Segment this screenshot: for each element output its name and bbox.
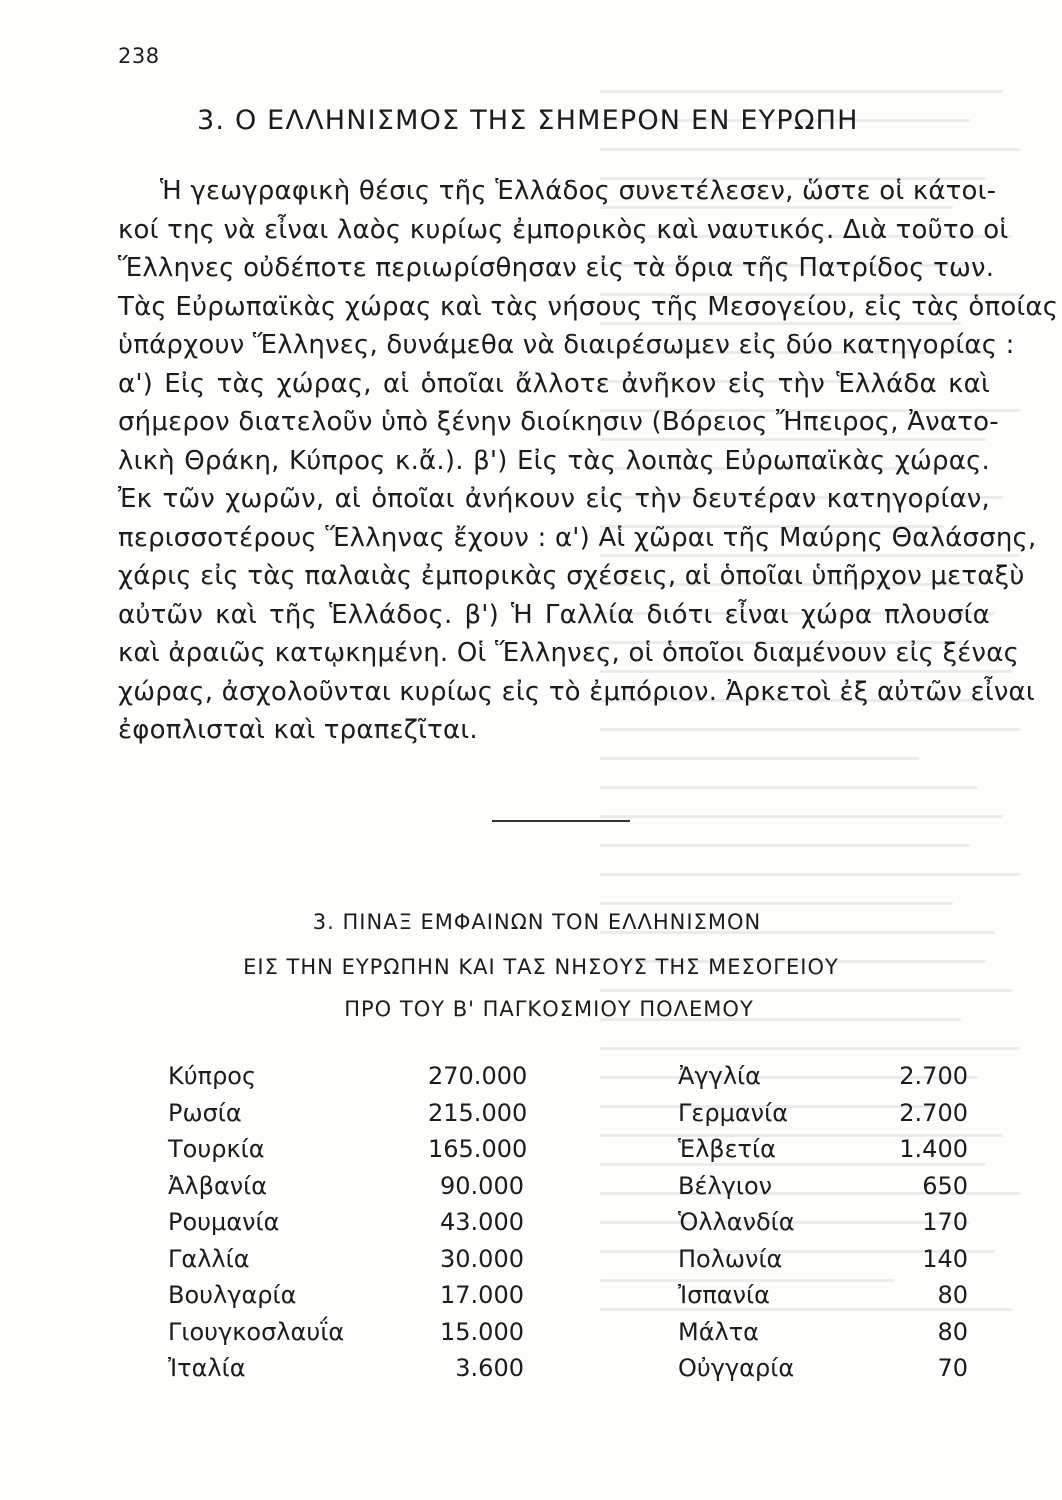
country-value: 17.000 [440, 1281, 524, 1309]
table-row [148, 1135, 988, 1172]
country-value: 215.000 [428, 1098, 528, 1127]
country-name: Γιουγκοσλαυΐα [168, 1317, 345, 1346]
country-value: 165.000 [428, 1135, 528, 1163]
body-line: σήμερον διατελοῦν ὑπὸ ξένην διοίκησιν (Βόρειος Ἤπειρος, Ἀνατο- [118, 407, 999, 437]
body-line: Ἡ γεωγραφικὴ θέσις τῆς Ἑλλάδος συνετέλεσεν, ὥστε οἱ κάτοι- [160, 176, 997, 206]
table-title-line-1: 3. ΠΙΝΑΞ ΕΜΦΑΙΝΩΝ ΤΟΝ ΕΛΛΗΝΙΣΜΟΝ [312, 910, 762, 934]
country-value: 30.000 [440, 1244, 524, 1273]
body-line: περισσοτέρους Ἕλληνας ἔχουν : α') Αἱ χῶραι τῆς Μαύρης Θαλάσσης, [118, 522, 1037, 553]
population-table [148, 1062, 988, 1391]
body-line: α') Εἰς τὰς χώρας, αἱ ὁποῖαι ἄλλοτε ἀνῆκον εἰς τὴν Ἑλλάδα καὶ [118, 368, 990, 399]
section-divider [492, 820, 630, 822]
country-value: 2.700 [899, 1062, 968, 1090]
table-row [148, 1245, 988, 1282]
table-row [148, 1354, 988, 1391]
country-name: Κύπρος [168, 1062, 257, 1090]
bleed-line [600, 815, 1003, 818]
body-line: αὐτῶν καὶ τῆς Ἑλλάδος. β') Ἡ Γαλλία διότι εἶναι χώρα πλουσία [118, 599, 990, 630]
country-name: Τουρκία [168, 1135, 265, 1163]
bleed-line [600, 902, 953, 905]
bleed-line [600, 757, 919, 760]
bleed-line [600, 786, 978, 789]
bleed-line [600, 148, 1020, 151]
table-row [148, 1172, 988, 1209]
country-value: 70 [937, 1354, 968, 1382]
table-title-line-3: ΠΡΟ ΤΟΥ Β' ΠΑΓΚΟΣΜΙΟΥ ΠΟΛΕΜΟΥ [344, 997, 754, 1021]
country-name: Γερμανία [678, 1098, 789, 1127]
bleed-line [600, 1047, 1020, 1050]
country-name: Οὐγγαρία [678, 1354, 795, 1382]
country-name: Ἰταλία [168, 1354, 246, 1382]
bleed-line [600, 989, 1012, 992]
body-line: Ἐκ τῶν χωρῶν, αἱ ὁποῖαι ἀνήκουν εἰς τὴν δευτέραν κατηγορίαν, [118, 484, 990, 514]
country-value: 80 [937, 1317, 968, 1346]
country-value: 170 [922, 1208, 968, 1236]
country-name: Πολωνία [678, 1244, 783, 1273]
table-row [148, 1318, 988, 1355]
country-name: Βέλγιον [678, 1171, 773, 1200]
table-row [148, 1281, 988, 1318]
country-value: 270.000 [428, 1062, 528, 1090]
body-line: χάρις εἰς τὰς παλαιὰς ἐμπορικὰς σχέσεις, αἱ ὁποῖαι ὑπῆρχον μεταξὺ [118, 561, 1025, 591]
country-name: Μάλτα [678, 1317, 759, 1346]
body-line: λικὴ Θράκη, Κύπρος κ.ἄ.). β') Εἰς τὰς λοιπὰς Εὐρωπαϊκὰς χώρας. [118, 445, 990, 476]
body-line: Ἕλληνες οὐδέποτε περιωρίσθησαν εἰς τὰ ὅρια τῆς Πατρίδος των. [118, 253, 995, 283]
country-value: 650 [922, 1171, 968, 1200]
table-row [148, 1062, 988, 1099]
bleed-line [600, 844, 970, 847]
country-value: 3.600 [455, 1354, 524, 1382]
country-name: Ρουμανία [168, 1208, 280, 1236]
bleed-line [600, 90, 1003, 93]
country-value: 43.000 [440, 1208, 524, 1236]
country-name: Ἰσπανία [678, 1281, 770, 1309]
body-line: ἐφοπλισταὶ καὶ τραπεζῖται. [118, 715, 478, 745]
body-line: χώρας, ἀσχολοῦνται κυρίως εἰς τὸ ἐμπόριον. Ἀρκετοὶ ἐξ αὐτῶν εἶναι [118, 676, 1035, 707]
table-row [148, 1208, 988, 1245]
body-line: καὶ ἀραιῶς κατῳκημένη. Οἱ Ἕλληνες, οἱ ὁποῖοι διαμένουν εἰς ξένας [118, 638, 1020, 668]
table-title-line-2: ΕΙΣ ΤΗΝ ΕΥΡΩΠΗΝ ΚΑΙ ΤΑΣ ΝΗΣΟΥΣ ΤΗΣ ΜΕΣΟΓΕΙΟΥ [243, 955, 839, 979]
body-paragraph [118, 172, 1059, 750]
country-name: Ἑλβετία [678, 1135, 776, 1163]
country-name: Ἀλβανία [168, 1171, 268, 1200]
country-value: 90.000 [440, 1171, 524, 1200]
country-name: Ἀγγλία [678, 1062, 761, 1090]
bleed-line [600, 873, 1020, 876]
country-value: 80 [937, 1281, 968, 1309]
country-name: Βουλγαρία [168, 1281, 297, 1309]
body-line: ὑπάρχουν Ἕλληνες, δυνάμεθα νὰ διαιρέσωμεν εἰς δύο κατηγορίας : [118, 330, 1015, 360]
country-name: Γαλλία [168, 1244, 250, 1273]
body-line: κοί της νὰ εἶναι λαὸς κυρίως ἐμπορικὸς καὶ ναυτικός. Διὰ τοῦτο οἱ [118, 214, 1009, 245]
page-number: 238 [118, 44, 160, 68]
country-name: Ρωσία [168, 1098, 242, 1127]
section-title: 3. Ο ΕΛΛΗΝΙΣΜΟΣ ΤΗΣ ΣΗΜΕΡΟΝ ΕΝ ΕΥΡΩΠΗ [197, 105, 859, 136]
table-row [148, 1099, 988, 1136]
country-value: 1.400 [899, 1135, 968, 1163]
country-value: 140 [922, 1244, 968, 1273]
body-line: Τὰς Εὐρωπαϊκὰς χώρας καὶ τὰς νήσους τῆς Μεσογείου, εἰς τὰς ὁποίας [118, 291, 1059, 322]
country-name: Ὁλλανδία [678, 1208, 795, 1236]
country-value: 15.000 [440, 1317, 524, 1346]
country-value: 2.700 [899, 1098, 968, 1127]
